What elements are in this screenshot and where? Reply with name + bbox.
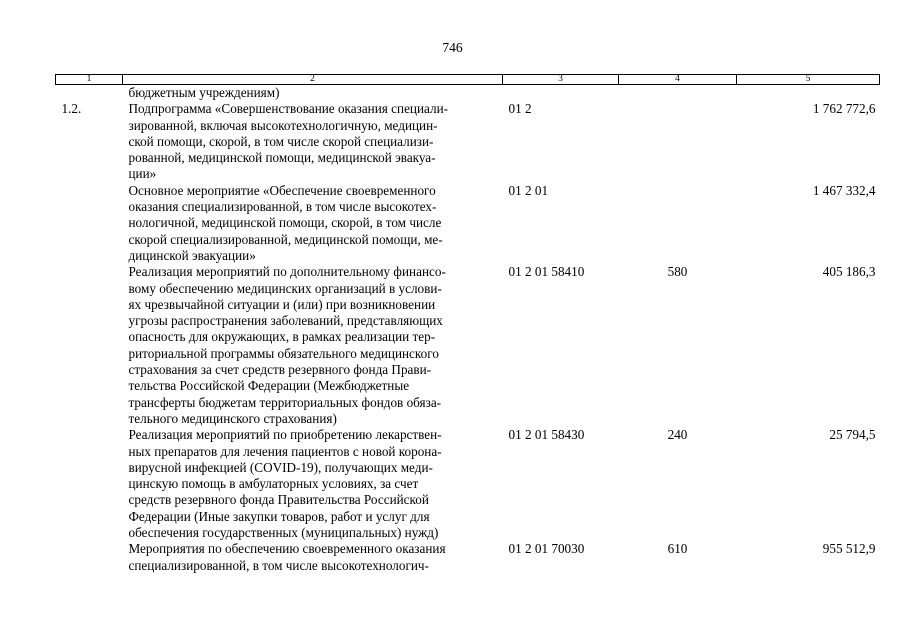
item-name-line: ской помощи, скорой, в том числе скорой специализи- — [128, 133, 434, 149]
expense-type-cell: 240 — [667, 427, 688, 443]
item-name-line: ции» — [128, 166, 157, 182]
expense-type-cell — [619, 85, 737, 102]
amount-cell — [737, 85, 880, 102]
item-number-cell — [56, 264, 123, 427]
item-name-cell — [123, 541, 503, 574]
item-number-cell — [56, 541, 123, 574]
item-name-line: скорой специализированной, медицинской помощи, ме- — [128, 231, 443, 247]
item-name-line: угрозы распространения заболеваний, представляющих — [128, 313, 443, 329]
item-name-line: обеспечения государственных (муниципальных) нужд) — [128, 525, 439, 541]
item-name-line: оказания специализированной, в том числе высокотех- — [128, 199, 437, 215]
item-name-line: специализированной, в том числе высокотехнологич- — [128, 557, 429, 573]
amount-cell: 955 512,9 — [822, 541, 876, 557]
item-name-line: опасность для окружающих, в рамках реализации тер- — [128, 329, 436, 345]
item-name-line: трансферты бюджетам территориальных фондов обяза- — [128, 394, 442, 410]
item-name-line: ях чрезвычайной ситуации и (или) при возникновении — [128, 296, 436, 312]
item-name-line: страхования за счет средств резервного фонда Прави- — [128, 362, 432, 378]
target-article-code-cell: 01 2 01 58430 — [508, 427, 585, 443]
amount-cell: 1 762 772,6 — [812, 101, 876, 117]
table-row — [56, 264, 880, 427]
column-number-header-row — [56, 75, 880, 85]
item-name-line: зированной, включая высокотехнологичную, медицин- — [128, 117, 438, 133]
expense-type-cell — [619, 101, 737, 182]
item-name-line: вому обеспечению медицинских организаций в услови- — [128, 280, 442, 296]
expense-type-cell — [619, 183, 737, 264]
item-name-line: нологичной, медицинской помощи, скорой, в том числе — [128, 215, 442, 231]
item-name-line: Основное мероприятие «Обеспечение своевременного — [128, 182, 436, 198]
target-article-code-cell: 01 2 — [508, 101, 532, 117]
item-name-line: риториальной программы обязательного медицинского — [128, 345, 439, 361]
amount-cell: 25 794,5 — [829, 427, 876, 443]
table-row — [56, 101, 880, 182]
item-name-line: Реализация мероприятий по приобретению лекарствен- — [128, 427, 442, 443]
column-header-3: 3 — [503, 75, 619, 85]
item-name-line: средств резервного фонда Правительства Российской — [128, 492, 429, 508]
item-name-line: Мероприятия по обеспечению своевременного оказания — [128, 541, 446, 557]
target-article-code-cell: 01 2 01 70030 — [508, 541, 585, 557]
column-header-5: 5 — [737, 75, 880, 85]
item-name-line: дицинской эвакуации» — [128, 247, 256, 263]
target-article-code-cell: 01 2 01 — [508, 182, 549, 198]
item-name-line: Реализация мероприятий по дополнительному финансо- — [128, 264, 446, 280]
column-header-2: 2 — [123, 75, 503, 85]
item-name-line: рованной, медицинской помощи, медицинской эвакуа- — [128, 150, 436, 166]
expense-type-cell: 580 — [667, 264, 688, 280]
page-number: 746 — [442, 40, 463, 55]
budget-table — [55, 74, 880, 574]
target-article-code-cell: 01 2 01 58410 — [508, 264, 585, 280]
item-name-cell — [123, 264, 503, 427]
table-row — [56, 541, 880, 574]
item-name-line: вирусной инфекцией (COVID-19), получающих меди- — [128, 459, 433, 475]
item-name-line: бюджетным учреждениям) — [128, 85, 280, 100]
item-name-cell — [123, 101, 503, 182]
item-name-line: Подпрограмма «Совершенствование оказания специали- — [128, 101, 449, 117]
table-row — [56, 85, 880, 102]
item-number-cell — [56, 85, 123, 102]
expense-type-cell: 610 — [667, 541, 688, 557]
amount-cell: 405 186,3 — [822, 264, 876, 280]
amount-cell: 1 467 332,4 — [812, 182, 876, 198]
item-name-line: ных препаратов для лечения пациентов с новой корона- — [128, 443, 442, 459]
table-row — [56, 427, 880, 541]
item-name-cell — [123, 183, 503, 264]
table-body — [56, 85, 880, 574]
target-article-code-cell — [503, 85, 619, 102]
column-header-1: 1 — [56, 75, 123, 85]
item-name-line: Федерации (Иные закупки товаров, работ и услуг для — [128, 508, 430, 524]
item-name-line: цинскую помощь в амбулаторных условиях, за счет — [128, 476, 419, 492]
item-name-line: тельного медицинского страхования) — [128, 410, 337, 426]
item-number-cell — [56, 427, 123, 541]
item-name-line: тельства Российской Федерации (Межбюджетные — [128, 378, 410, 394]
column-header-4: 4 — [619, 75, 737, 85]
item-name-cell — [123, 427, 503, 541]
table-row — [56, 183, 880, 264]
item-number-cell: 1.2. — [61, 101, 82, 117]
item-number-cell — [56, 183, 123, 264]
item-name-cell — [123, 85, 503, 102]
